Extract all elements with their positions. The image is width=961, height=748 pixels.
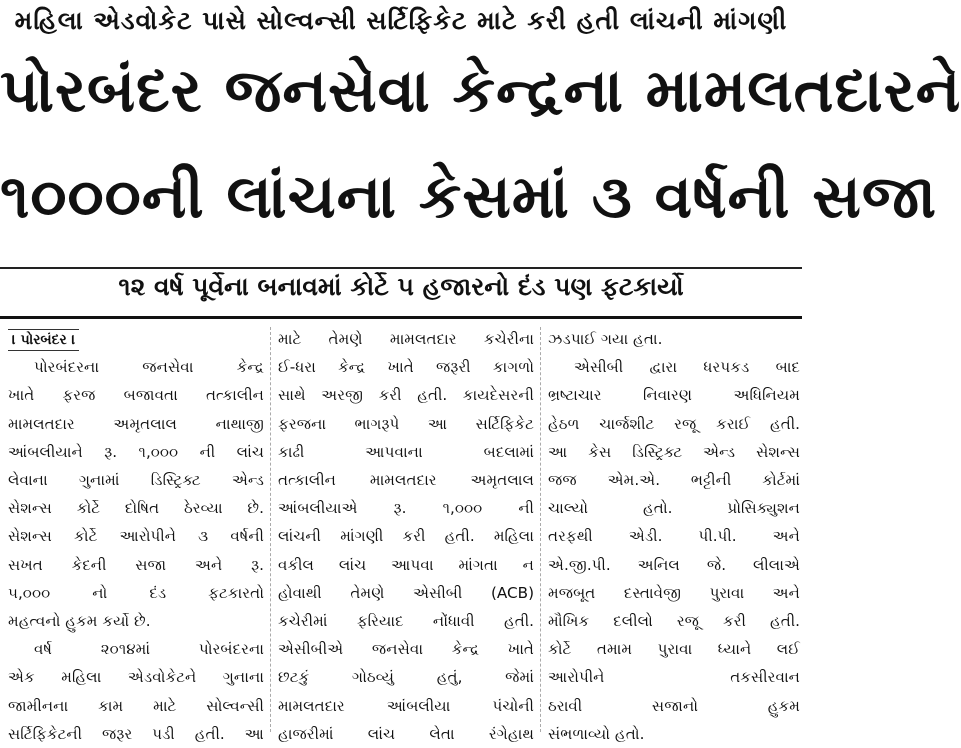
column-line: ફરજના ભાગરૂપે આ સર્ટિફિકેટ [278, 414, 534, 433]
column-line: કોર્ટે તમામ પુરાવા ધ્યાને લઈ [548, 640, 800, 659]
column-line: ઠરાવી સજાનો હુકમ [548, 696, 800, 715]
column-line: સેશન્સ કોર્ટે દોષિત ઠેરવ્યા છે. [8, 499, 264, 518]
column-line: તત્કાલીન મામલતદાર અમૃતલાલ [278, 471, 534, 490]
headline-divider [0, 267, 802, 269]
column-line: ૫,૦૦૦ નો દંડ ફટકારતો [8, 583, 264, 602]
column-line: આંબલીયાને રૂ. ૧,૦૦૦ ની લાંચ [8, 442, 264, 461]
article-column-2 [278, 325, 534, 748]
column-line: આંબલીયાએ રૂ. ૧,૦૦૦ ની [278, 499, 534, 518]
column-line: કાઢી આપવાના બદલામાં [278, 442, 534, 461]
column-line: આ કેસ ડિસ્ટ્રિક્ટ એન્ડ સેશન્સ [548, 442, 800, 461]
column-line: ઝડપાઈ ગયા હતા. [548, 330, 663, 348]
column-line: ખાતે ફરજ બજાવતા તત્કાલીન [8, 386, 264, 405]
column-line: સર્ટિફિકેટની જરૂર પડી હતી. આ [8, 724, 264, 743]
column-line: હોવાથી તેમણે એસીબી (ACB) [278, 583, 534, 602]
column-line: એસીબીએ જનસેવા કેન્દ્ર ખાતે [278, 640, 534, 659]
column-line: સાથે અરજી કરી હતી. કાયદેસરની [278, 386, 534, 405]
dateline: । પોરબંદર । [8, 329, 79, 351]
column-line: એ.જી.પી. અનિલ જે. લીલાએ [548, 555, 800, 574]
column-line: મામલતદાર અમૃતલાલ નાથાજી [8, 414, 264, 433]
column-divider [270, 327, 271, 732]
dateline-row [8, 325, 264, 353]
kicker-headline: મહિલા એડવોકેટ પાસે સોલ્વન્સી સર્ટિફિકેટ માટે કરી હતી લાંચની માંગણી [14, 6, 788, 35]
column-line: એસીબી દ્વારા ધરપકડ બાદ [574, 358, 800, 377]
article-column-3 [548, 325, 800, 748]
column-line: જામીનના કામ માટે સોલ્વન્સી [8, 696, 264, 715]
article-column-1 [8, 325, 264, 748]
column-line: મજબૂત દસ્તાવેજી પુરાવા અને [548, 583, 800, 602]
column-line: હાજરીમાં લાંચ લેતા રંગેહાથ [278, 724, 534, 743]
column-line: સખત કેદની સજા અને રૂ. [8, 555, 264, 574]
column-line: લાંચની માંગણી કરી હતી. મહિલા [278, 527, 534, 546]
column-line: પોરબંદરના જનસેવા કેન્દ્ર [34, 358, 264, 377]
column-line: વકીલ લાંચ આપવા માંગતા ન [278, 555, 534, 574]
subheadline-divider [0, 316, 802, 319]
column-line: આરોપીને તકસીરવાન [548, 668, 800, 687]
column-line: તરફથી એડી. પી.પી. અને [548, 527, 800, 546]
headline-line-2: ૧૦૦૦ની લાંચના કેસમાં ૩ વર્ષની સજા [0, 162, 938, 232]
column-line: હેઠળ ચાર્જશીટ રજૂ કરાઈ હતી. [548, 414, 800, 433]
column-line: લેવાના ગુનામાં ડિસ્ટ્રિક્ટ એન્ડ [8, 471, 264, 490]
column-line: મૌખિક દલીલો રજૂ કરી હતી. [548, 612, 800, 631]
column-line: ઈ-ધરા કેન્દ્ર ખાતે જરૂરી કાગળો [278, 358, 534, 377]
column-line: સંભળાવ્યો હતો. [548, 724, 645, 743]
column-line: વર્ષ ૨૦૧૪માં પોરબંદરના [34, 640, 264, 659]
column-line: સેશન્સ કોર્ટે આરોપીને ૩ વર્ષની [8, 527, 264, 546]
column-line: છટકું ગોઠવ્યું હતું, જેમાં [278, 668, 534, 687]
column-line: ભ્રષ્ટાચાર નિવારણ અધિનિયમ [548, 386, 800, 405]
column-line: મહત્વનો હુકમ કર્યો છે. [8, 612, 151, 631]
column-line: જજ એમ.એ. ભટ્ટીની કોર્ટમાં [548, 471, 800, 490]
column-line: કચેરીમાં ફરિયાદ નોંધાવી હતી. [278, 612, 534, 631]
subheadline: ૧૨ વર્ષ પૂર્વેના બનાવમાં કોર્ટે ૫ હજારનો દંડ પણ ફટકાર્યો [118, 272, 684, 301]
column-divider [540, 327, 541, 732]
column-line: ચાલ્યો હતો. પ્રોસિક્યુશન [548, 499, 800, 518]
column-line: એક મહિલા એડવોકેટને ગુનાના [8, 668, 264, 687]
column-line: મામલતદાર આંબલીયા પંચોની [278, 696, 534, 715]
column-line: માટે તેમણે મામલતદાર કચેરીના [278, 330, 534, 348]
headline-line-1: પોરબંદર જનસેવા કેન્દ્રના મામલતદારને [0, 56, 961, 126]
